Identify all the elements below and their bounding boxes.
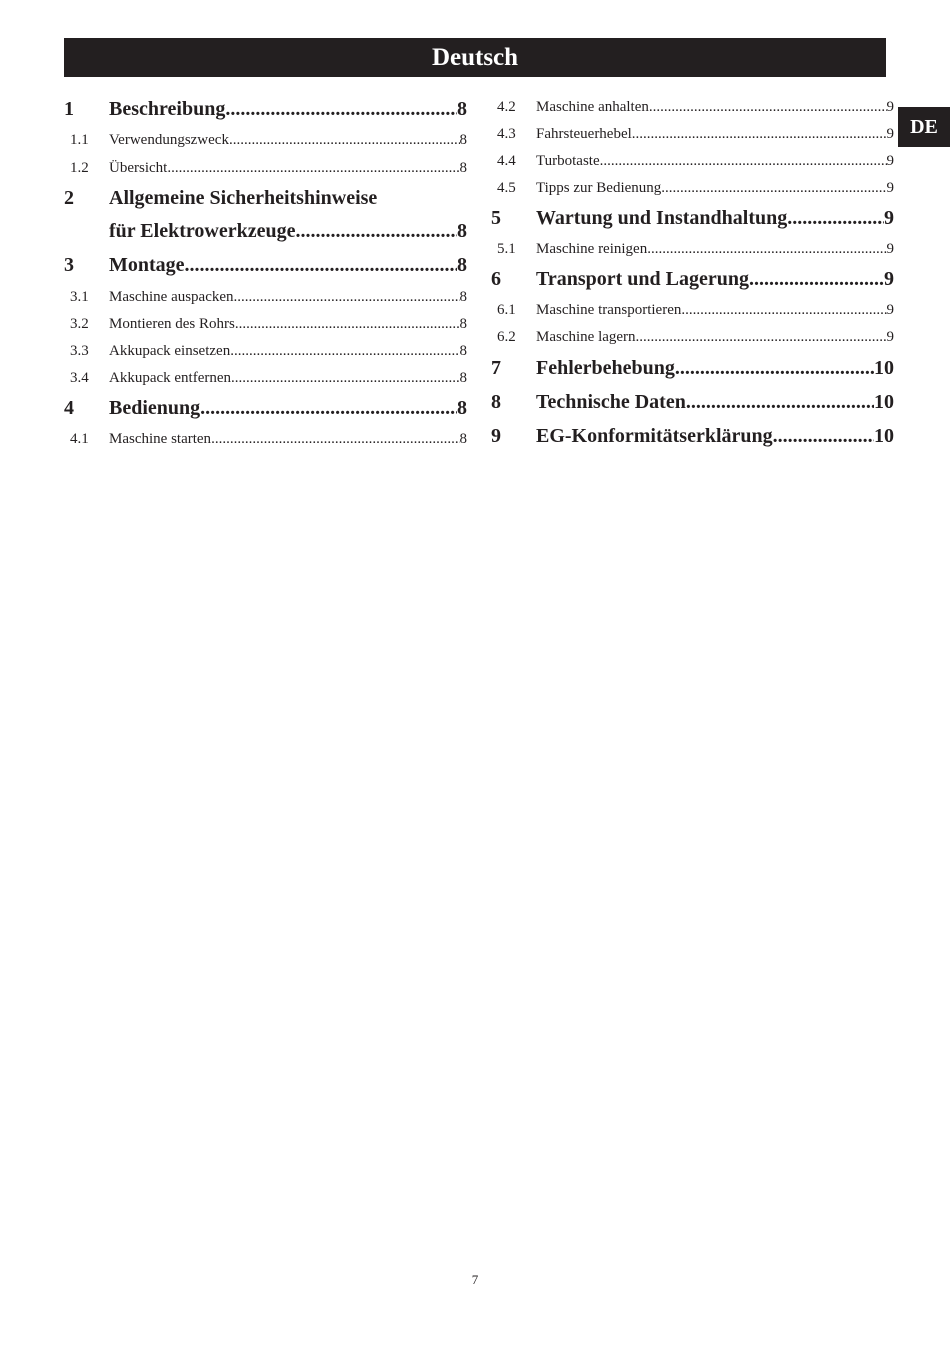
- toc-entry-label: EG-Konformitätserklärung: [536, 425, 773, 447]
- toc-entry[interactable]: [64, 187, 467, 215]
- toc-leader-dots: [649, 99, 887, 116]
- toc-leader-dots: [647, 241, 886, 258]
- toc-entry-number: 1: [64, 98, 74, 120]
- toc-entry-page: 8: [459, 316, 467, 332]
- toc-entry[interactable]: [64, 370, 467, 392]
- toc-leader-dots: [773, 425, 874, 448]
- toc-entry-number: 6: [491, 268, 501, 290]
- toc-entry[interactable]: [491, 302, 894, 324]
- toc-entry-label: Montieren des Rohrs: [109, 316, 235, 332]
- toc-leader-dots: [229, 132, 460, 149]
- toc-entry[interactable]: [491, 153, 894, 175]
- toc-leader-dots: [686, 391, 874, 414]
- toc-entry-number: 1.1: [70, 132, 89, 148]
- toc-entry-label: Allgemeine Sicherheitshinweise: [109, 187, 378, 209]
- toc-entry-page: 8: [459, 370, 467, 386]
- toc-entry-label: Verwendungszweck: [109, 132, 229, 148]
- toc-entry-page: 8: [457, 98, 467, 120]
- toc-entry-label: Maschine anhalten: [536, 99, 649, 115]
- toc-leader-dots: [167, 160, 459, 177]
- toc-entry-label: Transport und Lagerung: [536, 268, 750, 290]
- toc-entry[interactable]: [491, 357, 894, 385]
- page-number: 7: [471, 1272, 479, 1287]
- toc-entry[interactable]: [64, 289, 467, 311]
- toc-entry-page: 8: [459, 132, 467, 148]
- toc-leader-dots: [231, 370, 459, 387]
- toc-entry-label: Akkupack entfernen: [109, 370, 232, 386]
- toc-leader-dots: [661, 180, 886, 197]
- toc-entry[interactable]: [491, 425, 894, 453]
- toc-entry[interactable]: [491, 268, 894, 296]
- toc-entry[interactable]: [491, 99, 894, 121]
- toc-entry-label: Maschine reinigen: [536, 241, 648, 257]
- toc-leader-dots: [632, 126, 887, 143]
- toc-entry-number: 2: [64, 187, 74, 209]
- toc-entry-label: Maschine transportieren: [536, 302, 682, 318]
- toc-entry[interactable]: [64, 343, 467, 365]
- toc-entry-label: Montage: [109, 254, 185, 276]
- toc-entry-label: Übersicht: [109, 160, 168, 176]
- toc-entry-page: 9: [886, 329, 894, 345]
- toc-leader-dots: [234, 289, 460, 306]
- toc-leader-dots: [636, 329, 887, 346]
- toc-entry[interactable]: [64, 98, 467, 126]
- toc-entry[interactable]: [64, 431, 467, 453]
- toc-entry-number: 7: [491, 357, 501, 379]
- toc-entry-page: 9: [886, 241, 894, 257]
- toc-entry-page: 8: [457, 397, 467, 419]
- toc-entry-number: 4.5: [497, 180, 516, 196]
- toc-entry-number: 4.3: [497, 126, 516, 142]
- toc-entry-label: Beschreibung: [109, 98, 226, 120]
- toc-entry-number: 8: [491, 391, 501, 413]
- toc-entry-number: 1.2: [70, 160, 89, 176]
- toc-leader-dots: [749, 268, 884, 291]
- toc-entry-page: 9: [886, 126, 894, 142]
- toc-leader-dots: [235, 316, 460, 333]
- toc-entry-page: 8: [457, 254, 467, 276]
- toc-leader-dots: [211, 431, 459, 448]
- toc-entry[interactable]: [491, 126, 894, 148]
- toc-entry-page: 8: [459, 289, 467, 305]
- toc-entry-page: 10: [874, 425, 894, 447]
- toc-leader-dots: [230, 343, 459, 360]
- section-header: [64, 38, 886, 77]
- toc-entry[interactable]: [64, 160, 467, 182]
- toc-entry-label: Technische Daten: [536, 391, 686, 413]
- toc-entry-page: 9: [884, 207, 894, 229]
- language-tab: [898, 107, 950, 147]
- toc-entry-page: 9: [886, 180, 894, 196]
- toc-entry[interactable]: [491, 180, 894, 202]
- toc-entry-page: 10: [874, 357, 894, 379]
- toc-entry-number: 3.3: [70, 343, 89, 359]
- toc-entry-number: 4.1: [70, 431, 89, 447]
- toc-leader-dots: [600, 153, 887, 170]
- toc-entry[interactable]: [64, 220, 467, 248]
- toc-entry-label: Maschine auspacken: [109, 289, 234, 305]
- toc-entry[interactable]: [491, 241, 894, 263]
- toc-entry-label: Fahrsteuerhebel: [536, 126, 632, 142]
- toc-entry-page: 9: [886, 153, 894, 169]
- toc-leader-dots: [225, 98, 457, 121]
- toc-leader-dots: [675, 357, 874, 380]
- toc-entry-number: 3: [64, 254, 74, 276]
- toc-leader-dots: [295, 220, 457, 243]
- toc-entry-page: 8: [459, 343, 467, 359]
- toc-entry-number: 4.4: [497, 153, 516, 169]
- toc-entry-number: 9: [491, 425, 501, 447]
- toc-entry[interactable]: [491, 391, 894, 419]
- toc-entry-label: Wartung und Instandhaltung: [536, 207, 788, 229]
- toc-entry-page: 10: [874, 391, 894, 413]
- toc-entry[interactable]: [64, 316, 467, 338]
- toc-entry-label: Bedienung: [109, 397, 201, 419]
- section-title: Deutsch: [431, 43, 519, 71]
- toc-entry-number: 6.2: [497, 329, 516, 345]
- toc-entry-page: 8: [459, 160, 467, 176]
- toc-entry[interactable]: [491, 329, 894, 351]
- toc-entry-page: 9: [884, 268, 894, 290]
- toc-leader-dots: [681, 302, 886, 319]
- toc-entry-label: Fehlerbehebung: [536, 357, 675, 379]
- toc-leader-dots: [787, 207, 884, 230]
- toc-entry-page: 8: [457, 220, 467, 242]
- toc-entry-page: 8: [459, 431, 467, 447]
- toc-entry-label: Maschine starten: [109, 431, 212, 447]
- toc-leader-dots: [200, 397, 457, 420]
- toc-entry-page: 9: [886, 99, 894, 115]
- toc-entry-number: 5: [491, 207, 501, 229]
- toc-entry-number: 5.1: [497, 241, 516, 257]
- toc-entry[interactable]: [64, 132, 467, 154]
- toc-entry[interactable]: [64, 254, 467, 282]
- toc-leader-dots: [185, 254, 457, 277]
- toc-entry-number: 3.1: [70, 289, 89, 305]
- toc-entry-label: Turbotaste: [536, 153, 600, 169]
- toc-entry-number: 3.4: [70, 370, 89, 386]
- language-code: DE: [910, 115, 938, 138]
- toc-entry-label: Tipps zur Bedienung: [536, 180, 662, 196]
- toc-entry-label: für Elektrowerkzeuge: [109, 220, 296, 242]
- toc-entry-label: Maschine lagern: [536, 329, 636, 345]
- toc-entry-number: 4: [64, 397, 74, 419]
- toc-entry[interactable]: [64, 397, 467, 425]
- toc-entry-number: 3.2: [70, 316, 89, 332]
- toc-entry-label: Akkupack einsetzen: [109, 343, 231, 359]
- toc-entry-page: 9: [886, 302, 894, 318]
- toc-entry[interactable]: [491, 207, 894, 235]
- toc-entry-number: 6.1: [497, 302, 516, 318]
- toc-entry-number: 4.2: [497, 99, 516, 115]
